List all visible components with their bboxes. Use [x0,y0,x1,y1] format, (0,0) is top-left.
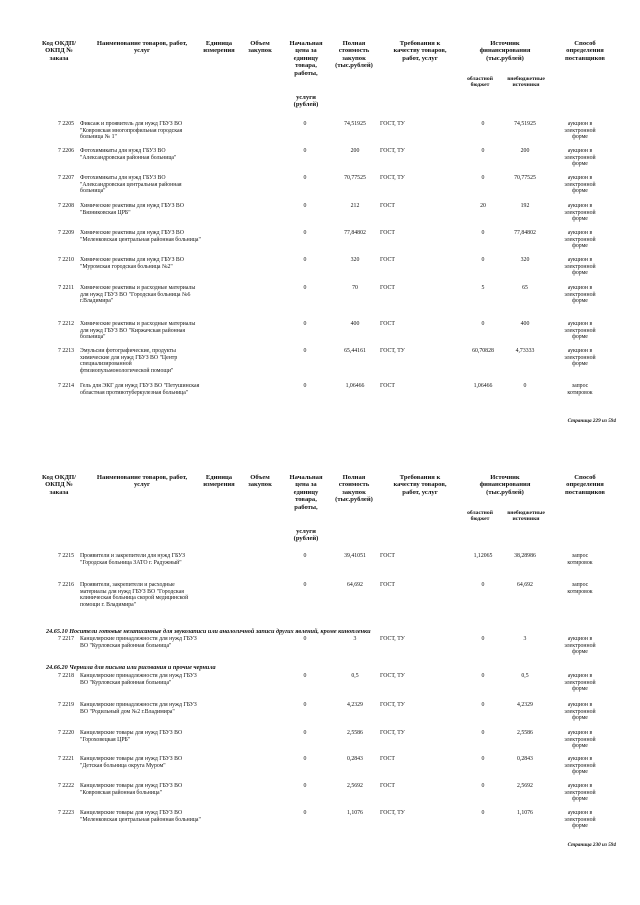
external-sources: 64,692 [517,582,533,588]
header-name: Наименование товаров, работ, услуг [96,474,188,489]
external-sources: 70,77525 [514,175,536,181]
procurement-method: аукцион в электронной форме [564,756,596,776]
quality-req: ГОСТ, ТУ [380,148,405,154]
unit-price: 0 [303,175,307,181]
item-name: Канцелярские товары для нужд ГБУЗ ВО "Гороховецкая ЦРБ" [80,730,183,743]
unit-price: 0 [303,702,307,708]
procurement-method: аукцион в электронной форме [564,175,596,195]
order-code: 7 2220 [58,730,74,736]
external-sources: 2,5586 [517,730,533,736]
procurement-method: запрос котировок [567,383,593,396]
total-cost: 200 [350,148,360,154]
header-price-2: услуги (рублей) [293,94,319,109]
section-heading: 24.65.10 Носители готовые незаписанные для звукозаписи или аналогичной записи других явлений, кроме кинопленки [46,628,371,635]
header-source-external: внебюджетные источники [507,510,545,523]
order-code: 7 2217 [58,636,74,642]
quality-req: ГОСТ, ТУ [380,810,405,816]
external-sources: 0,5 [521,673,529,679]
procurement-method: аукцион в электронной форме [564,730,596,750]
total-cost: 39,41051 [344,553,366,559]
item-name: Канцелярские товары для нужд ГБУЗ ВО "Меленковская центральная районная больница" [80,810,201,823]
regional-budget: 0 [481,730,485,736]
item-name: Гель для ЭКГ для нужд ГБУЗ ВО "Петушинская областная противотуберкулезная больница" [80,383,200,396]
external-sources: 1,1076 [517,810,533,816]
header-volume: Объем закупок [248,40,272,55]
unit-price: 0 [303,783,307,789]
header-volume: Объем закупок [248,474,272,489]
procurement-method: аукцион в электронной форме [564,673,596,693]
order-code: 7 2218 [58,673,74,679]
unit-price: 0 [303,321,307,327]
regional-budget: 0 [481,148,485,154]
total-cost: 2,5586 [347,730,363,736]
header-unit: Единица измерения [203,40,235,55]
quality-req: ГОСТ [380,383,395,389]
quality-req: ГОСТ, ТУ [380,702,405,708]
quality-req: ГОСТ, ТУ [380,175,405,181]
page-number: Страница 229 из 594 [567,418,616,424]
external-sources: 74,51925 [514,121,536,127]
quality-req: ГОСТ [380,582,395,588]
procurement-method: аукцион в электронной форме [564,121,596,141]
external-sources: 0 [523,383,527,389]
quality-req: ГОСТ [380,285,395,291]
unit-price: 0 [303,636,307,642]
header-req: Требования к качеству товаров, работ, услуг [393,40,447,62]
quality-req: ГОСТ, ТУ [380,673,405,679]
procurement-method: аукцион в электронной форме [564,257,596,277]
header-method: Способ определения поставщиков [565,474,605,496]
quality-req: ГОСТ [380,230,395,236]
total-cost: 70,77525 [344,175,366,181]
external-sources: 400 [520,321,530,327]
external-sources: 320 [520,257,530,263]
order-code: 7 2212 [58,321,74,327]
total-cost: 1,1076 [347,810,363,816]
header-method: Способ определения поставщиков [565,40,605,62]
procurement-method: аукцион в электронной форме [564,348,596,368]
header-source: Источник финансирования (тыс.рублей) [479,474,531,496]
order-code: 7 2213 [58,348,74,354]
item-name: Канцелярские принадлежности для нужд ГБУЗ ВО "Курловская районная больница" [80,636,197,649]
total-cost: 70 [352,285,358,291]
page-number: Страница 230 из 594 [567,842,616,848]
header-price: Начальная цена за единицу товара, работы, [289,474,323,511]
procurement-method: аукцион в электронной форме [564,702,596,722]
regional-budget: 0 [481,121,485,127]
order-code: 7 2206 [58,148,74,154]
quality-req: ГОСТ [380,321,395,327]
unit-price: 0 [303,230,307,236]
regional-budget: 20 [480,203,486,209]
external-sources: 65 [522,285,528,291]
quality-req: ГОСТ, ТУ [380,730,405,736]
unit-price: 0 [303,582,307,588]
item-name: Канцелярские принадлежности для нужд ГБУЗ ВО "Курловская районная больница" [80,673,197,686]
unit-price: 0 [303,810,307,816]
quality-req: ГОСТ, ТУ [380,121,405,127]
order-code: 7 2219 [58,702,74,708]
regional-budget: 1,12065 [473,553,493,559]
total-cost: 74,51925 [344,121,366,127]
order-code: 7 2223 [58,810,74,816]
procurement-method: запрос котировок [567,553,593,566]
regional-budget: 0 [481,582,485,588]
unit-price: 0 [303,203,307,209]
procurement-method: запрос котировок [567,582,593,595]
procurement-method: аукцион в электронной форме [564,230,596,250]
regional-budget: 0 [481,321,485,327]
regional-budget: 5 [481,285,485,291]
external-sources: 192 [520,203,530,209]
total-cost: 65,44161 [344,348,366,354]
header-name: Наименование товаров, работ, услуг [96,40,188,55]
quality-req: ГОСТ [380,783,395,789]
total-cost: 2,5692 [347,783,363,789]
header-source-regional: областной бюджет [467,76,493,89]
item-name: Фиксаж и проявитель для нужд ГБУЗ ВО "Ковровская многопрофильная городская больница № 1" [80,121,183,141]
unit-price: 0 [303,257,307,263]
order-code: 7 2205 [58,121,74,127]
total-cost: 1,06466 [345,383,365,389]
unit-price: 0 [303,673,307,679]
item-name: Химические реактивы для нужд ГБУЗ ВО "Вязниковская ЦРБ" [80,203,184,216]
header-source-external: внебюджетные источники [507,76,545,89]
order-code: 7 2207 [58,175,74,181]
regional-budget: 60,70828 [472,348,494,354]
quality-req: ГОСТ [380,257,395,263]
section-heading: 24.66.20 Чернила для письма или рисования и прочие чернила [46,664,216,671]
procurement-method: аукцион в электронной форме [564,203,596,223]
header-req: Требования к качеству товаров, работ, услуг [393,474,447,496]
procurement-method: аукцион в электронной форме [564,148,596,168]
header-price: Начальная цена за единицу товара, работы, [289,40,323,77]
order-code: 7 2221 [58,756,74,762]
quality-req: ГОСТ, ТУ [380,636,405,642]
item-name: Канцелярские товары для нужд ГБУЗ ВО "Детская больница округа Муром" [80,756,183,769]
header-unit: Единица измерения [203,474,235,489]
procurement-method: аукцион в электронной форме [564,810,596,830]
external-sources: 77,84802 [514,230,536,236]
unit-price: 0 [303,383,307,389]
total-cost: 212 [350,203,360,209]
order-code: 7 2215 [58,553,74,559]
header-price-2: услуги (рублей) [293,528,319,543]
order-code: 7 2209 [58,230,74,236]
regional-budget: 0 [481,673,485,679]
item-name: Химические реактивы и расходные материалы для нужд ГБУЗ ВО "Киржачская районная больница" [80,321,196,341]
total-cost: 0,2843 [347,756,363,762]
header-total: Полная стоимость закупок (тыс.рублей) [335,40,373,70]
total-cost: 320 [350,257,360,263]
procurement-method: аукцион в электронной форме [564,285,596,305]
item-name: Канцелярские принадлежности для нужд ГБУЗ ВО "Родильный дом №2 г.Владимира" [80,702,197,715]
unit-price: 0 [303,730,307,736]
regional-budget: 0 [481,756,485,762]
quality-req: ГОСТ [380,203,395,209]
order-code: 7 2222 [58,783,74,789]
header-total: Полная стоимость закупок (тыс.рублей) [335,474,373,504]
procurement-method: аукцион в электронной форме [564,783,596,803]
total-cost: 77,84802 [344,230,366,236]
order-code: 7 2211 [58,285,74,291]
unit-price: 0 [303,285,307,291]
regional-budget: 0 [481,636,485,642]
external-sources: 38,28986 [514,553,536,559]
regional-budget: 1,06466 [473,383,493,389]
regional-budget: 0 [481,175,485,181]
total-cost: 4,2329 [347,702,363,708]
header-source: Источник финансирования (тыс.рублей) [479,40,531,62]
external-sources: 4,2329 [517,702,533,708]
total-cost: 0,5 [351,673,359,679]
order-code: 7 2214 [58,383,74,389]
procurement-method: аукцион в электронной форме [564,636,596,656]
procurement-method: аукцион в электронной форме [564,321,596,341]
header-source-regional: областной бюджет [467,510,493,523]
unit-price: 0 [303,756,307,762]
item-name: Химические реактивы для нужд ГБУЗ ВО "Муромская городская больница №2" [80,257,184,270]
item-name: Канцелярские товары для нужд ГБУЗ ВО "Ковровская районная больница" [80,783,183,796]
unit-price: 0 [303,348,307,354]
quality-req: ГОСТ, ТУ [380,348,405,354]
header-code: Код ОКДП/ ОКПД № заказа [42,474,76,496]
item-name: Проявители, закрепители и расходные материалы для нужд ГБУЗ ВО "Городская клиническая больница скорой медицинской помощи г. Владимира" [80,582,189,609]
item-name: Фотохимикаты для нужд ГБУЗ ВО "Александровская центральная районная больница" [80,175,182,195]
order-code: 7 2216 [58,582,74,588]
unit-price: 0 [303,553,307,559]
external-sources: 4,73333 [515,348,535,354]
quality-req: ГОСТ [380,553,395,559]
header-code: Код ОКДП/ ОКПД № заказа [42,40,76,62]
external-sources: 3 [523,636,527,642]
regional-budget: 0 [481,783,485,789]
regional-budget: 0 [481,230,485,236]
order-code: 7 2208 [58,203,74,209]
item-name: Химические реактивы и расходные материалы для нужд ГБУЗ ВО "Городская больница №6 г.Владимира" [80,285,196,305]
unit-price: 0 [303,148,307,154]
total-cost: 64,692 [347,582,363,588]
regional-budget: 0 [481,810,485,816]
total-cost: 3 [353,636,357,642]
external-sources: 0,2843 [517,756,533,762]
quality-req: ГОСТ [380,756,395,762]
item-name: Химические реактивы для нужд ГБУЗ ВО "Меленковская центральная районная больница" [80,230,201,243]
item-name: Фотохимикаты для нужд ГБУЗ ВО "Александровская районная больница" [80,148,177,161]
order-code: 7 2210 [58,257,74,263]
total-cost: 400 [350,321,360,327]
regional-budget: 0 [481,702,485,708]
unit-price: 0 [303,121,307,127]
external-sources: 200 [520,148,530,154]
external-sources: 2,5692 [517,783,533,789]
item-name: Проявители и закрепители для нужд ГБУЗ "Городская больница ЗАТО г. Радужный" [80,553,186,566]
item-name: Эмульсии фотографические, продукты химические для нужд ГБУЗ ВО "Центр специализированной фтизиопульмонологической помощи" [80,348,178,375]
regional-budget: 0 [481,257,485,263]
